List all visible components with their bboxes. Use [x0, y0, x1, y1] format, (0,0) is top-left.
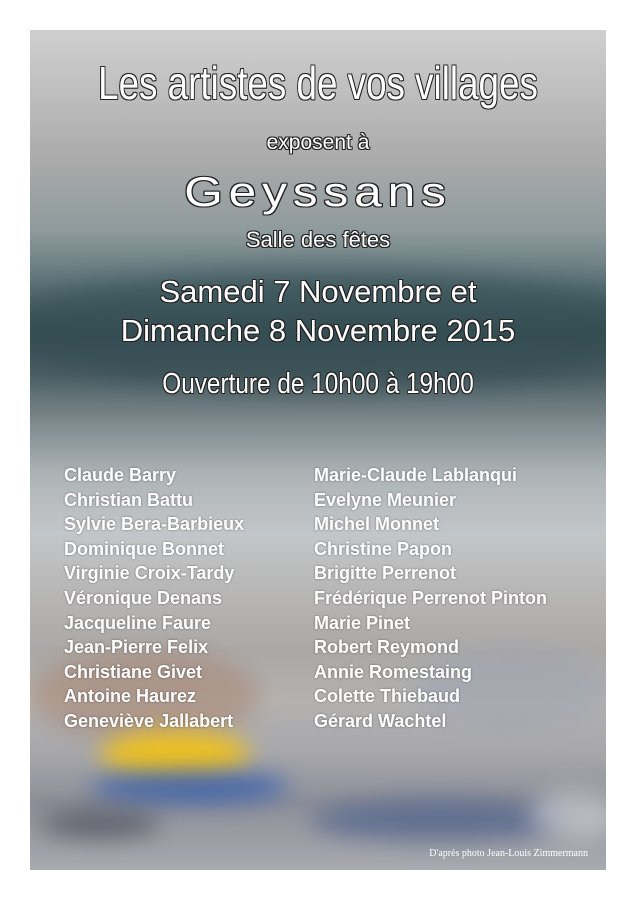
artist-name: Colette Thiebaud: [314, 686, 461, 707]
poster-title: Les artistes de vos villages: [98, 57, 538, 109]
artist-name: Véronique Denans: [64, 587, 223, 608]
artist-name: Jean-Pierre Felix: [64, 637, 209, 658]
artist-name: Michel Monnet: [314, 514, 439, 535]
artist-name: Christiane Givet: [64, 661, 203, 682]
yellow-paint-blob: [100, 730, 250, 778]
town-name: Geyssans: [184, 168, 452, 215]
artist-name: Robert Reymond: [314, 637, 460, 658]
artist-name: Claude Barry: [64, 465, 177, 485]
artist-name: Annie Romestaing: [314, 661, 473, 682]
artists-list-right: [314, 463, 547, 734]
artists-list-left: [64, 463, 244, 734]
artist-name: Christine Papon: [314, 538, 453, 559]
artist-name: Christian Battu: [64, 489, 194, 510]
date-line-2: Dimanche 8 Novembre 2015: [120, 313, 516, 348]
artist-name: Gérard Wachtel: [314, 710, 447, 731]
photo-credit: D'après photo Jean-Louis Zimmermann: [429, 848, 588, 859]
artist-name: Antoine Haurez: [64, 686, 197, 707]
artist-name: Evelyne Meunier: [314, 489, 457, 510]
date-line-1: Samedi 7 Novembre et: [159, 274, 477, 309]
artist-name: Sylvie Bera-Barbieux: [64, 514, 245, 535]
artist-name: Marie Pinet: [314, 612, 411, 633]
artist-name: Brigitte Perrenot: [314, 563, 457, 584]
artist-name: Frédérique Perrenot Pinton: [314, 587, 548, 608]
venue-name: Salle des fêtes: [245, 227, 391, 252]
blue-paint-blob: [90, 772, 290, 802]
opening-hours: Ouverture de 10h00 à 19h00: [162, 368, 474, 400]
artist-name: Virginie Croix-Tardy: [64, 563, 235, 584]
artist-name: Geneviève Jallabert: [64, 710, 234, 731]
dark-paint-blob: [40, 810, 160, 838]
poster: [30, 30, 606, 870]
poster-subtitle: exposent à: [266, 131, 370, 154]
artist-name: Marie-Claude Lablanqui: [314, 465, 518, 485]
artist-name: Jacqueline Faure: [64, 612, 212, 633]
artist-name: Dominique Bonnet: [64, 538, 224, 559]
